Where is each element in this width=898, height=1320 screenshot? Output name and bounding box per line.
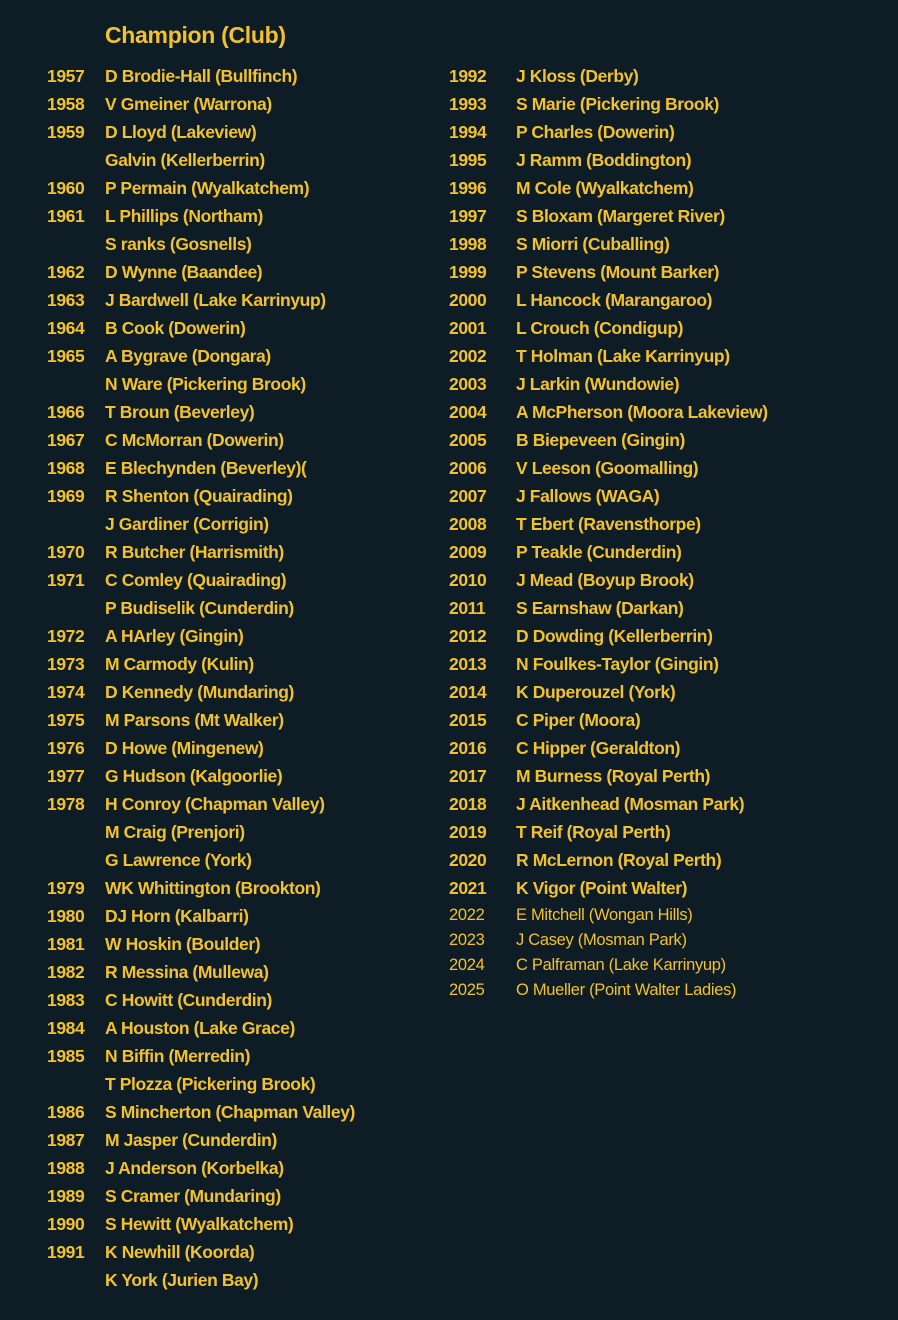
champion-year: 2005 bbox=[449, 430, 487, 450]
champion-name: J Casey (Mosman Park) bbox=[516, 931, 687, 949]
champion-year: 1999 bbox=[449, 262, 487, 282]
champion-row bbox=[449, 482, 889, 510]
champion-row bbox=[47, 1182, 447, 1210]
champion-row bbox=[47, 258, 447, 286]
champion-row bbox=[47, 538, 447, 566]
champion-year: 1996 bbox=[449, 178, 487, 198]
champion-year: 2011 bbox=[449, 598, 486, 618]
champion-year: 1993 bbox=[449, 94, 487, 114]
champion-row bbox=[47, 202, 447, 230]
champion-name: R Shenton (Quairading) bbox=[105, 486, 293, 506]
champion-row bbox=[449, 286, 889, 314]
champion-name: M Jasper (Cunderdin) bbox=[105, 1130, 277, 1150]
champion-year: 1989 bbox=[47, 1186, 85, 1206]
champions-list-left bbox=[47, 62, 447, 1294]
champion-name: H Conroy (Chapman Valley) bbox=[105, 794, 325, 814]
champion-year: 2018 bbox=[449, 794, 487, 814]
champion-name: K Vigor (Point Walter) bbox=[516, 878, 688, 898]
champion-name: D Brodie-Hall (Bullfinch) bbox=[105, 66, 298, 86]
champion-name: J Ramm (Boddington) bbox=[516, 150, 692, 170]
champion-name: WK Whittington (Brookton) bbox=[105, 878, 321, 898]
champion-year: 1962 bbox=[47, 262, 85, 282]
champion-name: S Marie (Pickering Brook) bbox=[516, 94, 719, 114]
champion-year: 2002 bbox=[449, 346, 487, 366]
champion-row bbox=[47, 762, 447, 790]
champion-year: 1970 bbox=[47, 542, 85, 562]
champion-name: K York (Jurien Bay) bbox=[105, 1270, 259, 1290]
champion-year: 2024 bbox=[449, 956, 485, 974]
champion-row bbox=[47, 62, 447, 90]
champion-row bbox=[47, 1154, 447, 1182]
champion-row bbox=[449, 146, 889, 174]
champion-row bbox=[47, 90, 447, 118]
champion-year: 2008 bbox=[449, 514, 487, 534]
champion-name: V Gmeiner (Warrona) bbox=[105, 94, 272, 114]
champion-row bbox=[47, 146, 447, 174]
champion-name: D Kennedy (Mundaring) bbox=[105, 682, 294, 702]
champion-name: D Dowding (Kellerberrin) bbox=[516, 626, 713, 646]
champion-row bbox=[449, 118, 889, 146]
champion-name: L Phillips (Northam) bbox=[105, 206, 263, 226]
champion-year: 2021 bbox=[449, 878, 487, 898]
champion-year: 1972 bbox=[47, 626, 85, 646]
champion-year: 1988 bbox=[47, 1158, 85, 1178]
champion-name: J Kloss (Derby) bbox=[516, 66, 639, 86]
champion-year: 2019 bbox=[449, 822, 487, 842]
champion-year: 2000 bbox=[449, 290, 487, 310]
champion-year: 2020 bbox=[449, 850, 487, 870]
champion-name: C Comley (Quairading) bbox=[105, 570, 287, 590]
champion-year: 1982 bbox=[47, 962, 85, 982]
champion-name: A McPherson (Moora Lakeview) bbox=[516, 402, 768, 422]
champion-year: 1957 bbox=[47, 66, 85, 86]
champion-row bbox=[449, 594, 889, 622]
champion-year: 1971 bbox=[47, 570, 85, 590]
champion-year: 1998 bbox=[449, 234, 487, 254]
champion-year: 2007 bbox=[449, 486, 487, 506]
champion-row bbox=[47, 594, 447, 622]
champion-name: D Wynne (Baandee) bbox=[105, 262, 263, 282]
champion-year: 1986 bbox=[47, 1102, 85, 1122]
champion-row bbox=[47, 510, 447, 538]
champion-row bbox=[47, 874, 447, 902]
champion-name: M Craig (Prenjori) bbox=[105, 822, 245, 842]
champion-row bbox=[449, 903, 889, 928]
champion-name: M Parsons (Mt Walker) bbox=[105, 710, 284, 730]
champion-row bbox=[449, 398, 889, 426]
champion-name: C Howitt (Cunderdin) bbox=[105, 990, 272, 1010]
champion-year: 1991 bbox=[47, 1242, 85, 1262]
champion-name: L Hancock (Marangaroo) bbox=[516, 290, 713, 310]
champion-name: M Carmody (Kulin) bbox=[105, 654, 254, 674]
champion-row bbox=[449, 314, 889, 342]
champion-name: N Biffin (Merredin) bbox=[105, 1046, 251, 1066]
champion-row bbox=[449, 678, 889, 706]
champion-year: 1985 bbox=[47, 1046, 85, 1066]
champion-name: C Palframan (Lake Karrinyup) bbox=[516, 956, 726, 974]
champion-name: S Miorri (Cuballing) bbox=[516, 234, 670, 254]
champion-row bbox=[47, 678, 447, 706]
champion-name: R McLernon (Royal Perth) bbox=[516, 850, 722, 870]
champion-name: DJ Horn (Kalbarri) bbox=[105, 906, 249, 926]
champion-name: P Budiselik (Cunderdin) bbox=[105, 598, 294, 618]
champion-name: G Hudson (Kalgoorlie) bbox=[105, 766, 283, 786]
champion-year: 2010 bbox=[449, 570, 487, 590]
champion-row bbox=[449, 566, 889, 594]
champion-row bbox=[47, 482, 447, 510]
champion-name: M Burness (Royal Perth) bbox=[516, 766, 711, 786]
champion-row bbox=[449, 90, 889, 118]
champion-name: D Lloyd (Lakeview) bbox=[105, 122, 257, 142]
champion-year: 1987 bbox=[47, 1130, 85, 1150]
champion-name: E Mitchell (Wongan Hills) bbox=[516, 906, 693, 924]
champion-year: 1969 bbox=[47, 486, 85, 506]
champion-name: T Plozza (Pickering Brook) bbox=[105, 1074, 316, 1094]
champion-row bbox=[47, 790, 447, 818]
champion-name: E Blechynden (Beverley)( bbox=[105, 458, 307, 478]
champion-row bbox=[47, 902, 447, 930]
champion-row bbox=[449, 510, 889, 538]
champion-year: 1992 bbox=[449, 66, 487, 86]
champion-year: 1973 bbox=[47, 654, 85, 674]
champion-year: 1961 bbox=[47, 206, 85, 226]
champion-name: C Piper (Moora) bbox=[516, 710, 641, 730]
champion-name: S Cramer (Mundaring) bbox=[105, 1186, 281, 1206]
champion-row bbox=[47, 1238, 447, 1266]
champion-row bbox=[47, 342, 447, 370]
champion-name: T Ebert (Ravensthorpe) bbox=[516, 514, 701, 534]
champion-year: 2025 bbox=[449, 981, 485, 999]
champion-row bbox=[47, 1070, 447, 1098]
champion-name: R Messina (Mullewa) bbox=[105, 962, 269, 982]
champion-name: R Butcher (Harrismith) bbox=[105, 542, 284, 562]
champion-row bbox=[449, 818, 889, 846]
champion-year: 2013 bbox=[449, 654, 487, 674]
champion-year: 1990 bbox=[47, 1214, 85, 1234]
champion-name: B Cook (Dowerin) bbox=[105, 318, 246, 338]
champion-year: 2001 bbox=[449, 318, 487, 338]
champion-row bbox=[449, 874, 889, 902]
champion-row bbox=[47, 622, 447, 650]
champion-year: 1983 bbox=[47, 990, 85, 1010]
champion-name: J Aitkenhead (Mosman Park) bbox=[516, 794, 745, 814]
champion-row bbox=[47, 286, 447, 314]
champion-year: 1978 bbox=[47, 794, 85, 814]
champion-row bbox=[47, 398, 447, 426]
champion-name: S Bloxam (Margeret River) bbox=[516, 206, 725, 226]
champion-row bbox=[47, 314, 447, 342]
champion-row bbox=[449, 258, 889, 286]
champion-name: K Duperouzel (York) bbox=[516, 682, 676, 702]
champion-year: 1980 bbox=[47, 906, 85, 926]
champion-year: 2014 bbox=[449, 682, 487, 702]
champion-row bbox=[47, 566, 447, 594]
champion-row bbox=[47, 734, 447, 762]
champion-year: 2006 bbox=[449, 458, 487, 478]
champion-year: 2004 bbox=[449, 402, 487, 422]
champion-row bbox=[47, 846, 447, 874]
champion-row bbox=[47, 986, 447, 1014]
champion-row bbox=[449, 762, 889, 790]
champion-row bbox=[449, 622, 889, 650]
champion-name: B Biepeveen (Gingin) bbox=[516, 430, 685, 450]
champion-row bbox=[449, 978, 889, 1003]
champion-row bbox=[47, 230, 447, 258]
champion-row bbox=[449, 202, 889, 230]
champion-name: T Broun (Beverley) bbox=[105, 402, 255, 422]
champion-row bbox=[449, 790, 889, 818]
champion-name: J Larkin (Wundowie) bbox=[516, 374, 680, 394]
champion-year: 1976 bbox=[47, 738, 85, 758]
champion-name: J Gardiner (Corrigin) bbox=[105, 514, 269, 534]
champion-row bbox=[449, 426, 889, 454]
champion-year: 1958 bbox=[47, 94, 85, 114]
champion-year: 2023 bbox=[449, 931, 485, 949]
champion-name: S Mincherton (Chapman Valley) bbox=[105, 1102, 355, 1122]
champion-row bbox=[449, 706, 889, 734]
champion-name: S ranks (Gosnells) bbox=[105, 234, 252, 254]
champion-name: D Howe (Mingenew) bbox=[105, 738, 264, 758]
champion-name: Galvin (Kellerberrin) bbox=[105, 150, 265, 170]
champion-row bbox=[449, 230, 889, 258]
champion-year: 1968 bbox=[47, 458, 85, 478]
champion-row bbox=[47, 1042, 447, 1070]
champion-name: O Mueller (Point Walter Ladies) bbox=[516, 981, 737, 999]
champion-name: M Cole (Wyalkatchem) bbox=[516, 178, 694, 198]
champion-name: A Bygrave (Dongara) bbox=[105, 346, 271, 366]
champion-name: A Houston (Lake Grace) bbox=[105, 1018, 295, 1038]
champion-row bbox=[47, 958, 447, 986]
champion-row bbox=[47, 706, 447, 734]
champion-year: 2003 bbox=[449, 374, 487, 394]
champion-year: 1979 bbox=[47, 878, 85, 898]
champion-name: C Hipper (Geraldton) bbox=[516, 738, 681, 758]
champion-row bbox=[47, 118, 447, 146]
champion-name: V Leeson (Goomalling) bbox=[516, 458, 699, 478]
champion-row bbox=[449, 650, 889, 678]
champion-year: 1963 bbox=[47, 290, 85, 310]
champion-year: 2022 bbox=[449, 906, 485, 924]
champion-row bbox=[449, 342, 889, 370]
champion-name: P Teakle (Cunderdin) bbox=[516, 542, 682, 562]
champions-list-right bbox=[449, 62, 889, 1003]
champion-name: P Stevens (Mount Barker) bbox=[516, 262, 720, 282]
champion-year: 1974 bbox=[47, 682, 85, 702]
champion-row bbox=[47, 370, 447, 398]
champion-name: S Earnshaw (Darkan) bbox=[516, 598, 684, 618]
champion-year: 1984 bbox=[47, 1018, 85, 1038]
champion-row bbox=[449, 953, 889, 978]
champion-name: L Crouch (Condigup) bbox=[516, 318, 684, 338]
champion-row bbox=[47, 1126, 447, 1154]
champion-name: J Mead (Boyup Brook) bbox=[516, 570, 694, 590]
champion-year: 1960 bbox=[47, 178, 85, 198]
champion-row bbox=[47, 1210, 447, 1238]
champion-row bbox=[47, 650, 447, 678]
champion-name: A HArley (Gingin) bbox=[105, 626, 244, 646]
champion-year: 1966 bbox=[47, 402, 85, 422]
champion-row bbox=[47, 174, 447, 202]
champion-year: 1995 bbox=[449, 150, 487, 170]
champion-name: T Holman (Lake Karrinyup) bbox=[516, 346, 730, 366]
champion-row bbox=[449, 734, 889, 762]
champion-name: J Anderson (Korbelka) bbox=[105, 1158, 284, 1178]
champion-row bbox=[449, 174, 889, 202]
champion-row bbox=[47, 454, 447, 482]
champion-year: 1994 bbox=[449, 122, 487, 142]
champion-year: 1965 bbox=[47, 346, 85, 366]
champion-name: C McMorran (Dowerin) bbox=[105, 430, 284, 450]
champion-row bbox=[449, 846, 889, 874]
champion-name: S Hewitt (Wyalkatchem) bbox=[105, 1214, 294, 1234]
champion-year: 1977 bbox=[47, 766, 85, 786]
champion-year: 1975 bbox=[47, 710, 85, 730]
champion-name: J Bardwell (Lake Karrinyup) bbox=[105, 290, 326, 310]
champion-year: 2009 bbox=[449, 542, 487, 562]
champion-row bbox=[47, 818, 447, 846]
champion-year: 1959 bbox=[47, 122, 85, 142]
champion-row bbox=[47, 426, 447, 454]
champion-name: N Foulkes-Taylor (Gingin) bbox=[516, 654, 719, 674]
champion-year: 1981 bbox=[47, 934, 85, 954]
champion-row bbox=[47, 1098, 447, 1126]
champion-row bbox=[47, 1014, 447, 1042]
champion-name: N Ware (Pickering Brook) bbox=[105, 374, 306, 394]
champion-year: 1964 bbox=[47, 318, 85, 338]
champion-year: 2012 bbox=[449, 626, 487, 646]
champion-name: P Charles (Dowerin) bbox=[516, 122, 675, 142]
champion-year: 2017 bbox=[449, 766, 487, 786]
champion-row bbox=[47, 1266, 447, 1294]
champion-name: G Lawrence (York) bbox=[105, 850, 252, 870]
champion-row bbox=[449, 538, 889, 566]
page-title: Champion (Club) bbox=[105, 22, 286, 48]
champion-year: 1967 bbox=[47, 430, 85, 450]
champion-row bbox=[449, 370, 889, 398]
champion-row bbox=[449, 62, 889, 90]
champion-name: T Reif (Royal Perth) bbox=[516, 822, 671, 842]
champion-row bbox=[47, 930, 447, 958]
champion-name: W Hoskin (Boulder) bbox=[105, 934, 261, 954]
champion-row bbox=[449, 454, 889, 482]
champion-name: P Permain (Wyalkatchem) bbox=[105, 178, 310, 198]
champion-year: 1997 bbox=[449, 206, 487, 226]
champion-name: J Fallows (WAGA) bbox=[516, 486, 660, 506]
champion-name: K Newhill (Koorda) bbox=[105, 1242, 255, 1262]
champion-row bbox=[449, 928, 889, 953]
champion-year: 2016 bbox=[449, 738, 487, 758]
champion-year: 2015 bbox=[449, 710, 487, 730]
